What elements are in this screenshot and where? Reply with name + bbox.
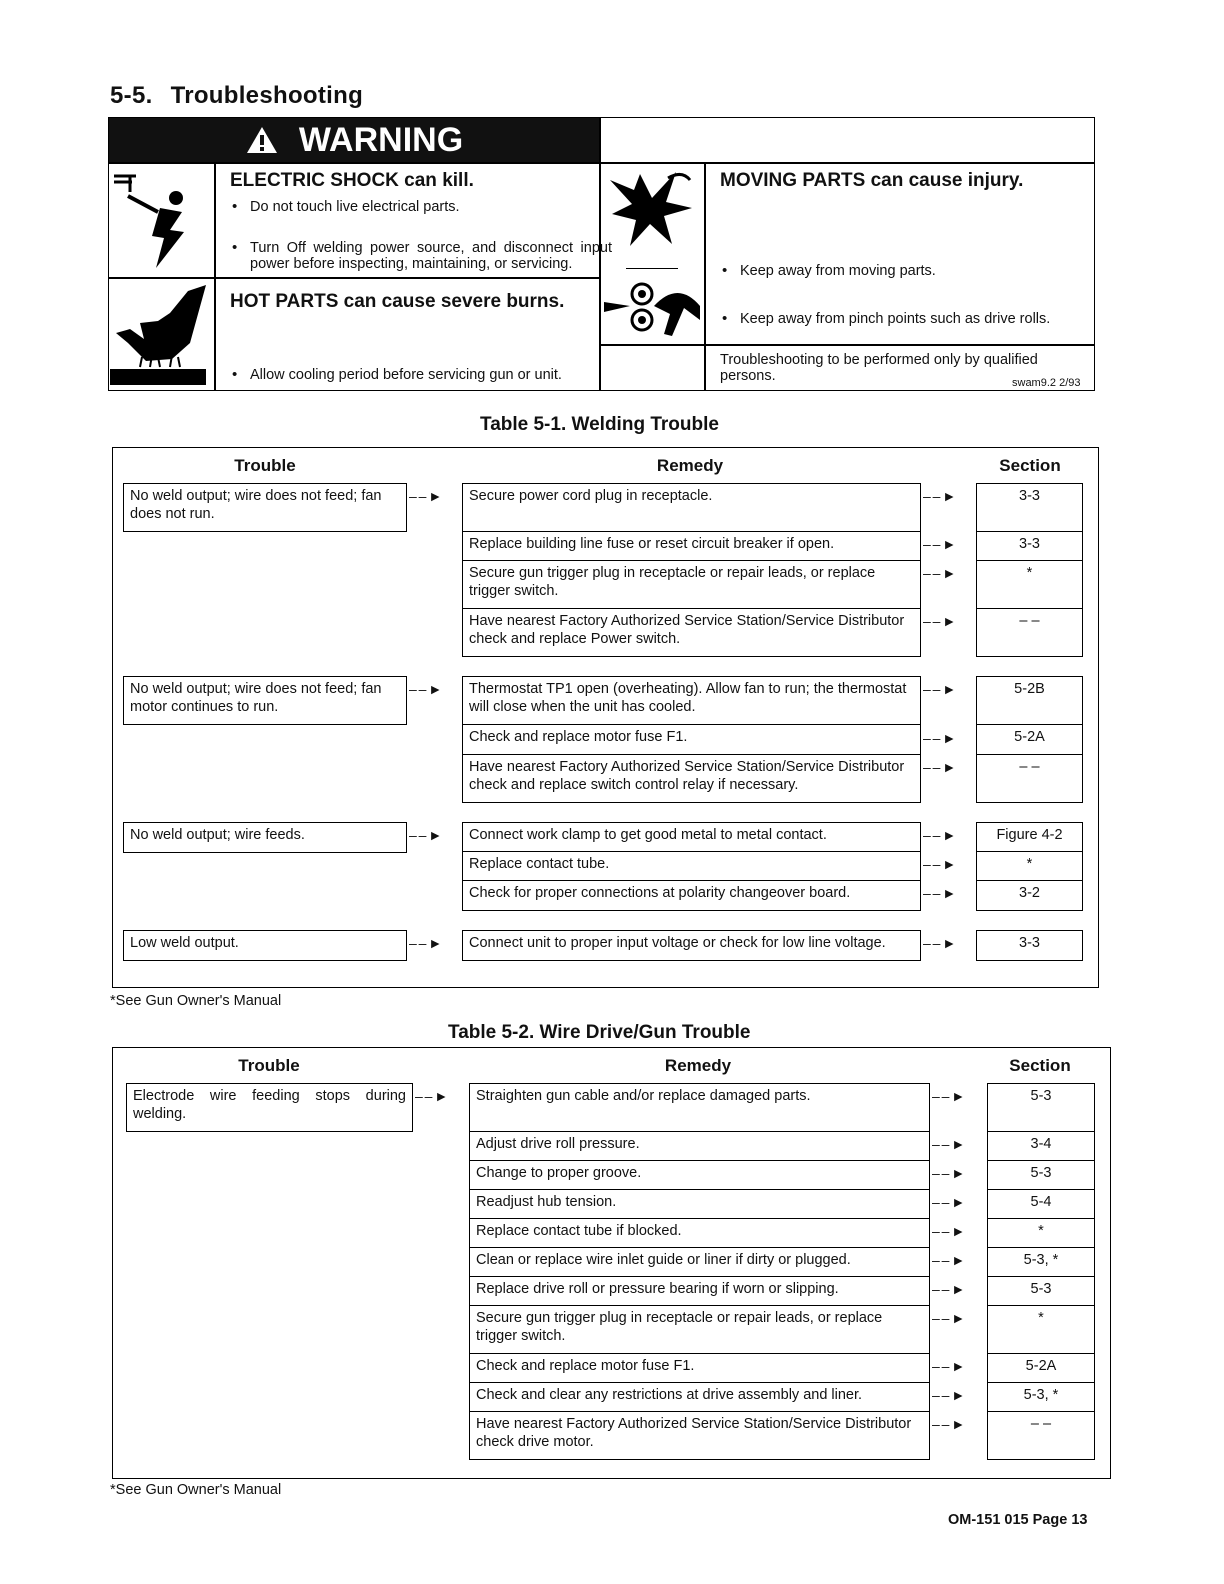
table1-section-6: 5-2A	[976, 724, 1083, 755]
moving-bullet-1: • Keep away from moving parts.	[720, 263, 1105, 279]
table2-section-9: 5-2A	[987, 1353, 1095, 1383]
table1-section-8: Figure 4-2	[976, 822, 1083, 852]
table1-remedy-11: Connect unit to proper input voltage or check for low line voltage.	[462, 930, 921, 961]
table1-remedy-9: Replace contact tube.	[462, 851, 921, 881]
table2-arrow-remedy-4: – – ►	[932, 1194, 965, 1210]
table2-remedy-7: Replace drive roll or pressure bearing if worn or slipping.	[469, 1276, 930, 1306]
table1-section-7: – –	[976, 754, 1083, 803]
table2-head-trouble: Trouble	[238, 1056, 300, 1075]
table1-remedy-4: Have nearest Factory Authorized Service Station/Service Distributor check and replace Power switch.	[462, 608, 921, 657]
table1-arrow-remedy-11: – – ►	[923, 935, 956, 951]
table1-remedy-8: Connect work clamp to get good metal to metal contact.	[462, 822, 921, 852]
table2-remedy-3: Change to proper groove.	[469, 1160, 930, 1190]
warning-triangle-icon	[245, 125, 279, 155]
table1-arrow-trouble-1: – – ►	[409, 488, 442, 504]
moving-parts-title: MOVING PARTS can cause injury.	[720, 170, 1024, 191]
table1-arrow-remedy-7: – – ►	[923, 759, 956, 775]
table2-head-remedy: Remedy	[664, 1056, 732, 1075]
table2-title: Table 5-2. Wire Drive/Gun Trouble	[448, 1022, 751, 1043]
table1-remedy-1: Secure power cord plug in receptacle.	[462, 483, 921, 532]
table2-remedy-10: Check and clear any restrictions at drive assembly and liner.	[469, 1382, 930, 1412]
table2-section-10: 5-3, *	[987, 1382, 1095, 1412]
electric-shock-title: ELECTRIC SHOCK can kill.	[230, 170, 474, 191]
section-title: Troubleshooting	[170, 82, 364, 109]
moving-parts-gear-icon	[600, 276, 704, 342]
table2-arrow-remedy-3: – – ►	[932, 1165, 965, 1181]
table1-arrow-remedy-10: – – ►	[923, 885, 956, 901]
table2-arrow-remedy-2: – – ►	[932, 1136, 965, 1152]
table2-section-1: 5-3	[987, 1083, 1095, 1132]
hot-parts-title: HOT PARTS can cause severe burns.	[230, 291, 565, 312]
table2-remedy-5: Replace contact tube if blocked.	[469, 1218, 930, 1248]
table1-head-remedy: Remedy	[656, 456, 724, 475]
table2-remedy-2: Adjust drive roll pressure.	[469, 1131, 930, 1161]
table1-arrow-remedy-6: – – ►	[923, 730, 956, 746]
hot-bullet-1: • Allow cooling period before servicing gun or unit.	[230, 367, 612, 383]
table1-arrow-remedy-2: – – ►	[923, 536, 956, 552]
table1-remedy-3: Secure gun trigger plug in receptacle or repair leads, or replace trigger switch.	[462, 560, 921, 609]
table2-remedy-6: Clean or replace wire inlet guide or liner if dirty or plugged.	[469, 1247, 930, 1277]
table2-section-8: *	[987, 1305, 1095, 1354]
table1-arrow-remedy-4: – – ►	[923, 613, 956, 629]
table2-arrow-remedy-8: – – ►	[932, 1310, 965, 1326]
table1-section-11: 3-3	[976, 930, 1083, 961]
electric-shock-icon	[110, 168, 210, 272]
table2-remedy-1: Straighten gun cable and/or replace damaged parts.	[469, 1083, 930, 1132]
section-number: 5-5.	[110, 82, 153, 109]
table2-arrow-remedy-11: – – ►	[932, 1416, 965, 1432]
table2-section-11: – –	[987, 1411, 1095, 1460]
section-heading	[110, 82, 363, 110]
table1-section-9: *	[976, 851, 1083, 881]
table1-trouble-4: Low weld output.	[123, 930, 407, 961]
table2-footnote: *See Gun Owner's Manual	[110, 1482, 282, 1498]
table1-arrow-remedy-5: – – ►	[923, 681, 956, 697]
warning-banner	[109, 118, 599, 162]
table2-trouble-1: Electrode wire feeding stops during welding.	[126, 1083, 413, 1132]
moving-bullet-2: • Keep away from pinch points such as drive rolls.	[720, 311, 1105, 327]
table2-section-2: 3-4	[987, 1131, 1095, 1161]
hot-parts-icon	[110, 283, 210, 387]
table2-head-section: Section	[1009, 1056, 1071, 1075]
table1-arrow-trouble-2: – – ►	[409, 681, 442, 697]
table1-arrow-trouble-3: – – ►	[409, 827, 442, 843]
table1-remedy-6: Check and replace motor fuse F1.	[462, 724, 921, 755]
moving-parts-fan-icon	[606, 168, 696, 258]
warning-label: WARNING	[298, 120, 464, 159]
table2-section-5: *	[987, 1218, 1095, 1248]
page-number: OM-151 015 Page 13	[948, 1512, 1088, 1528]
table2-remedy-4: Readjust hub tension.	[469, 1189, 930, 1219]
table1-remedy-7: Have nearest Factory Authorized Service Station/Service Distributor check and replace switch control relay if necessary.	[462, 754, 921, 803]
table1-arrow-remedy-3: – – ►	[923, 565, 956, 581]
table2-arrow-remedy-5: – – ►	[932, 1223, 965, 1239]
table1-arrow-remedy-9: – – ►	[923, 856, 956, 872]
qualified-note: Troubleshooting to be performed only by qualified persons.	[720, 352, 1038, 384]
table2-remedy-9: Check and replace motor fuse F1.	[469, 1353, 930, 1383]
electric-bullet-1: • Do not touch live electrical parts.	[230, 199, 612, 215]
table2-section-6: 5-3, *	[987, 1247, 1095, 1277]
table2-section-3: 5-3	[987, 1160, 1095, 1190]
table2-arrow-remedy-7: – – ►	[932, 1281, 965, 1297]
table2-arrow-remedy-10: – – ►	[932, 1387, 965, 1403]
table1-trouble-1: No weld output; wire does not feed; fan does not run.	[123, 483, 407, 532]
table1-section-2: 3-3	[976, 531, 1083, 561]
table1-remedy-5: Thermostat TP1 open (overheating). Allow fan to run; the thermostat will close when the unit has cooled.	[462, 676, 921, 725]
table1-footnote: *See Gun Owner's Manual	[110, 993, 282, 1009]
table1-arrow-remedy-8: – – ►	[923, 827, 956, 843]
table1-arrow-remedy-1: – – ►	[923, 488, 956, 504]
table1-remedy-2: Replace building line fuse or reset circuit breaker if open.	[462, 531, 921, 561]
table1-head-trouble: Trouble	[234, 456, 296, 475]
table2-arrow-remedy-1: – – ►	[932, 1088, 965, 1104]
table1-head-section: Section	[999, 456, 1061, 475]
table1-remedy-10: Check for proper connections at polarity changeover board.	[462, 880, 921, 911]
table2-arrow-trouble-1: – – ►	[415, 1088, 448, 1104]
table2-remedy-8: Secure gun trigger plug in receptacle or repair leads, or replace trigger switch.	[469, 1305, 930, 1354]
table1-section-5: 5-2B	[976, 676, 1083, 725]
table1-arrow-trouble-4: – – ►	[409, 935, 442, 951]
table2-section-7: 5-3	[987, 1276, 1095, 1306]
table1-section-10: 3-2	[976, 880, 1083, 911]
table2-section-4: 5-4	[987, 1189, 1095, 1219]
table1-title: Table 5-1. Welding Trouble	[480, 414, 719, 435]
electric-bullet-2: • Turn Off welding power source, and disconnect input power before inspecting, maintaining, or servicing.	[230, 240, 612, 272]
table2-remedy-11: Have nearest Factory Authorized Service Station/Service Distributor check drive motor.	[469, 1411, 930, 1460]
table1-trouble-3: No weld output; wire feeds.	[123, 822, 407, 853]
table1-section-1: 3-3	[976, 483, 1083, 532]
table1-section-3: *	[976, 560, 1083, 609]
table2-arrow-remedy-9: – – ►	[932, 1358, 965, 1374]
warning-code: swam9.2 2/93	[1012, 377, 1081, 389]
table1-trouble-2: No weld output; wire does not feed; fan motor continues to run.	[123, 676, 407, 725]
table2-arrow-remedy-6: – – ►	[932, 1252, 965, 1268]
table1-section-4: – –	[976, 608, 1083, 657]
